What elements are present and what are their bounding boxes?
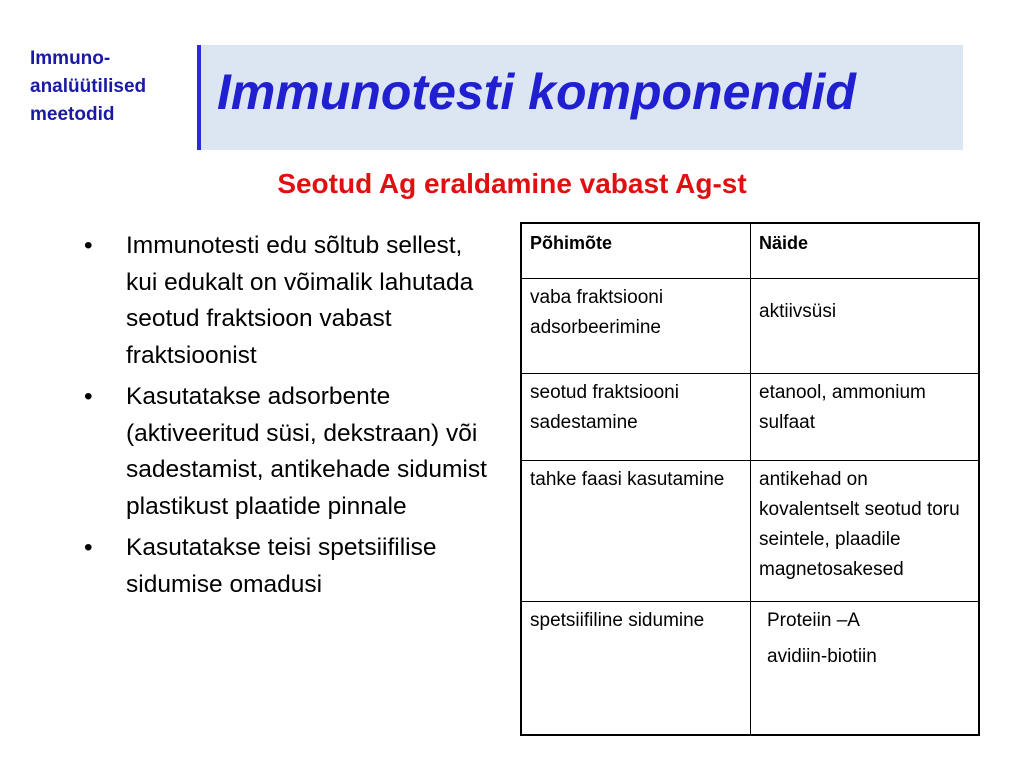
table-cell-example: antikehad on kovalentselt seotud toru seintele, plaadile magnetosakesed xyxy=(751,461,980,602)
bullet-list xyxy=(82,228,492,608)
table-header-cell: Põhimõte xyxy=(521,223,751,279)
table-cell-principle: vaba fraktsiooni adsorbeerimine xyxy=(521,279,751,374)
section-label-line: Immuno- xyxy=(30,48,111,69)
table-row xyxy=(521,374,979,461)
section-label-line: analüütilised xyxy=(30,76,147,97)
table-cell-principle: spetsiifiline sidumine xyxy=(521,602,751,736)
table-row xyxy=(521,602,979,736)
separation-methods-table xyxy=(520,222,980,736)
table-header-row xyxy=(521,223,979,279)
table-cell-example-text: aktiivsüsi xyxy=(759,301,837,322)
table-cell-example: etanool, ammonium sulfaat xyxy=(751,374,980,461)
table-cell-principle: tahke faasi kasutamine xyxy=(521,461,751,602)
section-label xyxy=(30,45,195,129)
table-cell-principle: seotud fraktsiooni sadestamine xyxy=(521,374,751,461)
table-cell-example-line: avidiin-biotiin xyxy=(767,646,877,667)
table-cell-example xyxy=(751,602,980,736)
section-label-line: meetodid xyxy=(30,104,115,125)
slide-title: Immunotesti komponendid xyxy=(217,64,856,120)
table-row xyxy=(521,461,979,602)
bullet-item: • Kasutatakse teisi spetsiifilise sidumise omadusi xyxy=(82,530,492,603)
bullet-item: • Kasutatakse adsorbente (aktiveeritud süsi, dekstraan) või sadestamist, antikehade sidumist plastikust plaatide pinnale xyxy=(82,379,492,525)
slide-subtitle: Seotud Ag eraldamine vabast Ag-st xyxy=(277,168,747,199)
bullet-item: • Immunotesti edu sõltub sellest, kui edukalt on võimalik lahutada seotud fraktsioon vabast fraktsioonist xyxy=(82,228,492,374)
table-row xyxy=(521,279,979,374)
table-cell-example-line: Proteiin –A xyxy=(767,610,860,631)
title-bar xyxy=(197,45,963,150)
table-cell-example xyxy=(751,279,980,374)
table-header-cell: Näide xyxy=(751,223,980,279)
